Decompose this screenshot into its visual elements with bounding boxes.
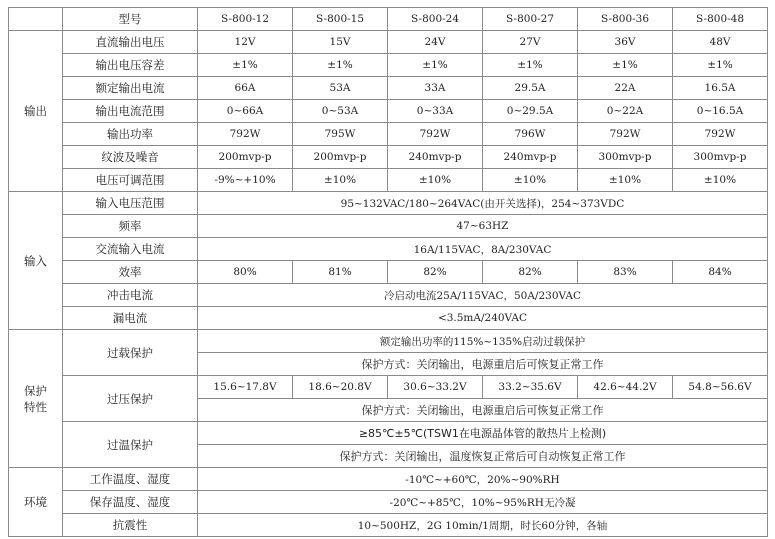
table-cell: 792W xyxy=(198,123,293,146)
spec-table xyxy=(8,7,768,537)
protection-row-overvoltage-1 xyxy=(9,376,768,399)
row-label: 电压可调范围 xyxy=(63,169,198,192)
table-cell: 保护方式：关闭输出，电源重启后可恢复正常工作 xyxy=(198,353,768,376)
table-cell: 33A xyxy=(388,77,483,100)
row-label: 冲击电流 xyxy=(63,284,198,307)
table-cell: 12V xyxy=(198,31,293,54)
table-cell: 796W xyxy=(483,123,578,146)
input-row-frequency xyxy=(9,215,768,238)
env-row-vibration xyxy=(9,514,768,537)
output-row-rated-current xyxy=(9,77,768,100)
table-cell: ±1% xyxy=(673,54,768,77)
table-cell: 22A xyxy=(578,77,673,100)
row-label: 直流输出电压 xyxy=(63,31,198,54)
table-cell: 18.6~20.8V xyxy=(293,376,388,399)
output-row-adjust-range xyxy=(9,169,768,192)
row-label: 保存温度、湿度 xyxy=(63,491,198,514)
output-row-current-range xyxy=(9,100,768,123)
category-environment: 环境 xyxy=(9,468,63,537)
table-cell: ±1% xyxy=(198,54,293,77)
model-name: S-800-48 xyxy=(673,8,768,31)
env-row-operating xyxy=(9,468,768,491)
table-cell: ≥85℃±5℃(TSW1在电源晶体管的散热片上检测) xyxy=(198,422,768,445)
protection-row-overload-1 xyxy=(9,330,768,353)
category-output: 输出 xyxy=(9,31,63,192)
row-label: 输出电流范围 xyxy=(63,100,198,123)
table-cell: -20℃~+85℃，10%~95%RH无冷凝 xyxy=(198,491,768,514)
table-cell: 66A xyxy=(198,77,293,100)
input-row-inrush xyxy=(9,284,768,307)
table-cell: 27V xyxy=(483,31,578,54)
category-protection xyxy=(9,330,63,468)
table-cell: -9%~+10% xyxy=(198,169,293,192)
row-label: 过载保护 xyxy=(63,330,198,376)
table-cell: 240mvp-p xyxy=(483,146,578,169)
table-cell: 82% xyxy=(388,261,483,284)
table-cell: 81% xyxy=(293,261,388,284)
header-spacer xyxy=(9,8,63,31)
row-label: 纹波及噪音 xyxy=(63,146,198,169)
table-cell: ±1% xyxy=(483,54,578,77)
table-cell: -10℃~+60℃，20%~90%RH xyxy=(198,468,768,491)
table-cell: 300mvp-p xyxy=(578,146,673,169)
row-label: 工作温度、湿度 xyxy=(63,468,198,491)
table-cell: 95~132VAC/180~264VAC(由开关选择)，254~373VDC xyxy=(198,192,768,215)
table-cell: ±10% xyxy=(293,169,388,192)
table-cell: 0~66A xyxy=(198,100,293,123)
input-row-leakage xyxy=(9,307,768,330)
row-label: 频率 xyxy=(63,215,198,238)
table-cell: 82% xyxy=(483,261,578,284)
table-cell: 300mvp-p xyxy=(673,146,768,169)
table-cell: 0~22A xyxy=(578,100,673,123)
row-label: 过压保护 xyxy=(63,376,198,422)
output-row-tolerance xyxy=(9,54,768,77)
env-row-storage xyxy=(9,491,768,514)
model-name: S-800-12 xyxy=(198,8,293,31)
table-cell: 29.5A xyxy=(483,77,578,100)
model-name: S-800-15 xyxy=(293,8,388,31)
row-label: 输入电压范围 xyxy=(63,192,198,215)
table-cell: 200mvp-p xyxy=(293,146,388,169)
table-cell: 36V xyxy=(578,31,673,54)
table-cell: 30.6~33.2V xyxy=(388,376,483,399)
table-cell: 额定输出功率的115%~135%启动过载保护 xyxy=(198,330,768,353)
table-cell: ±10% xyxy=(483,169,578,192)
table-cell: 47~63HZ xyxy=(198,215,768,238)
table-cell: 冷启动电流25A/115VAC，50A/230VAC xyxy=(198,284,768,307)
table-cell: 16A/115VAC，8A/230VAC xyxy=(198,238,768,261)
input-row-efficiency xyxy=(9,261,768,284)
table-cell: 240mvp-p xyxy=(388,146,483,169)
table-cell: 保护方式：关闭输出，电源重启后可恢复正常工作 xyxy=(198,399,768,422)
table-cell: 0~53A xyxy=(293,100,388,123)
input-row-voltage-range xyxy=(9,192,768,215)
category-line: 保护 xyxy=(24,383,47,398)
table-cell: 33.2~35.6V xyxy=(483,376,578,399)
output-row-power xyxy=(9,123,768,146)
table-cell: 0~16.5A xyxy=(673,100,768,123)
table-cell: 200mvp-p xyxy=(198,146,293,169)
model-name: S-800-36 xyxy=(578,8,673,31)
header-label: 型号 xyxy=(63,8,198,31)
table-cell: ±10% xyxy=(578,169,673,192)
table-cell: 54.8~56.6V xyxy=(673,376,768,399)
table-cell: ±10% xyxy=(388,169,483,192)
table-cell: 53A xyxy=(293,77,388,100)
table-cell: 0~33A xyxy=(388,100,483,123)
category-line: 特性 xyxy=(24,399,47,414)
table-cell: 保护方式：关闭输出，温度恢复正常后可自动恢复正常工作 xyxy=(198,445,768,468)
table-cell: ±1% xyxy=(578,54,673,77)
row-label: 过温保护 xyxy=(63,422,198,468)
table-cell: 792W xyxy=(673,123,768,146)
table-cell: 0~29.5A xyxy=(483,100,578,123)
table-cell: 15.6~17.8V xyxy=(198,376,293,399)
table-cell: 42.6~44.2V xyxy=(578,376,673,399)
row-label: 漏电流 xyxy=(63,307,198,330)
table-cell: 83% xyxy=(578,261,673,284)
table-cell: ±1% xyxy=(388,54,483,77)
category-input: 输入 xyxy=(9,192,63,330)
table-cell: 80% xyxy=(198,261,293,284)
table-cell: 84% xyxy=(673,261,768,284)
table-cell: 792W xyxy=(578,123,673,146)
protection-row-overtemp-1 xyxy=(9,422,768,445)
table-cell: 24V xyxy=(388,31,483,54)
output-row-voltage xyxy=(9,31,768,54)
table-cell: ±1% xyxy=(293,54,388,77)
row-label: 效率 xyxy=(63,261,198,284)
row-label: 交流输入电流 xyxy=(63,238,198,261)
input-row-ac-current xyxy=(9,238,768,261)
table-cell: 16.5A xyxy=(673,77,768,100)
row-label: 抗震性 xyxy=(63,514,198,537)
model-name: S-800-24 xyxy=(388,8,483,31)
table-cell: 10~500HZ，2G 10min/1周期，时长60分钟，各轴 xyxy=(198,514,768,537)
table-cell: 15V xyxy=(293,31,388,54)
model-name: S-800-27 xyxy=(483,8,578,31)
row-label: 输出电压容差 xyxy=(63,54,198,77)
row-label: 额定输出电流 xyxy=(63,77,198,100)
output-row-ripple xyxy=(9,146,768,169)
table-cell: 48V xyxy=(673,31,768,54)
table-cell: 795W xyxy=(293,123,388,146)
header-row xyxy=(9,8,768,31)
table-cell: <3.5mA/240VAC xyxy=(198,307,768,330)
table-cell: ±10% xyxy=(673,169,768,192)
table-cell: 792W xyxy=(388,123,483,146)
row-label: 输出功率 xyxy=(63,123,198,146)
